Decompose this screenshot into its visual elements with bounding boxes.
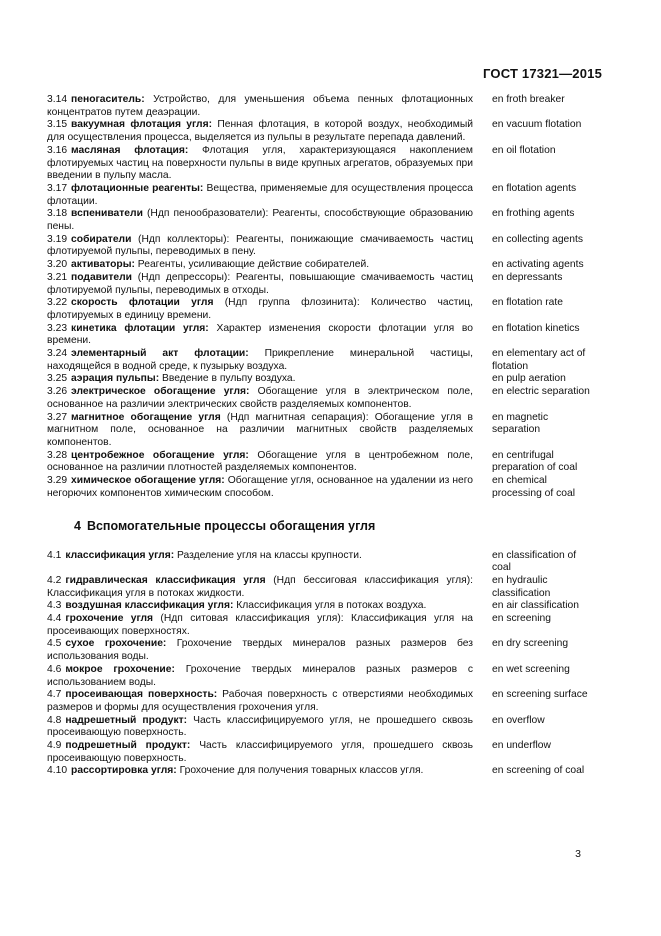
term-english: en hydraulic classification (492, 574, 551, 599)
term-english: en classification of coal (492, 549, 577, 574)
term-english: en flotation agents (492, 182, 577, 194)
term-number: 3.18 (47, 208, 68, 220)
term-text: Грохочение твердых минералов разных размеров с использованием воды. (47, 663, 473, 688)
term-text: Классификация угля в потоках воздуха. (233, 600, 427, 612)
term-english: en depressants (492, 271, 563, 283)
term-number: 3.14 (47, 94, 68, 105)
term-name: флотационные реагенты: (71, 182, 204, 194)
term-definition (47, 373, 473, 386)
term-definition (47, 386, 473, 411)
term-name: вспениватели (71, 208, 143, 220)
term-name: химическое обогащение угля: (71, 475, 225, 487)
term-number: 4.3 (47, 600, 62, 612)
term-name: пеногаситель: (71, 94, 145, 105)
term-name: рассортировка угля: (71, 765, 177, 777)
term-number: 3.22 (47, 297, 68, 309)
term-definition (47, 412, 473, 450)
term-entry (47, 297, 592, 322)
term-definition (47, 119, 473, 144)
term-name: скорость флотации угля (71, 297, 214, 309)
term-english: en froth breaker (492, 94, 565, 105)
term-text: Введение в пульпу воздуха. (159, 373, 296, 385)
term-name: аэрация пульпы: (71, 373, 160, 385)
term-english: en elementary act of flotation (492, 348, 586, 372)
term-definition (47, 348, 473, 373)
term-entry (47, 208, 592, 233)
term-text: Рабочая поверхность с отверстиями необходимых размеров и формы для осуществления грохочения угля. (47, 689, 473, 713)
term-english: en air classification (492, 600, 579, 612)
term-text: Реагенты, усиливающие действие собирателей. (134, 259, 370, 271)
term-definition (47, 94, 473, 119)
term-text: Разделение угля на классы крупности. (174, 549, 362, 561)
term-entry (47, 664, 592, 689)
term-definition (47, 183, 473, 208)
term-number: 4.10 (47, 765, 68, 777)
term-text: (Ндп депрессоры): Реагенты, повышающие смачиваемость частиц флотируемой пульпы, переводимых в отходы. (47, 271, 473, 296)
term-english: en electric separation (492, 386, 590, 398)
term-number: 4.4 (47, 613, 62, 625)
term-name: гидравлическая классификация угля (65, 574, 266, 586)
term-entry (47, 145, 592, 183)
term-text: Обогащение угля, основанное на удалении из него негорючих компонентов химическим способом. (47, 475, 473, 499)
term-definition (47, 297, 473, 322)
term-definition (47, 638, 473, 663)
term-name: классификация угля: (65, 549, 175, 561)
term-definition (47, 272, 473, 297)
terms-list (47, 94, 592, 778)
term-text: Часть классифицируемого угля, не прошедшего сквозь просеивающую поверхность. (47, 714, 473, 739)
term-entry (47, 575, 592, 600)
term-number: 3.26 (47, 386, 68, 398)
term-entry (47, 348, 592, 373)
term-name: активаторы: (71, 259, 135, 271)
term-entry (47, 272, 592, 297)
term-definition (47, 600, 473, 613)
term-number: 4.2 (47, 574, 62, 586)
term-name: вакуумная флотация угля: (71, 119, 213, 131)
term-number: 3.24 (47, 348, 68, 360)
term-entry (47, 613, 592, 638)
term-number: 3.16 (47, 144, 68, 156)
term-number: 3.15 (47, 119, 68, 131)
term-number: 3.29 (47, 475, 68, 487)
term-name: электрическое обогащение угля: (71, 386, 250, 398)
term-english: en vacuum flotation (492, 119, 582, 131)
term-entry (47, 550, 592, 575)
term-text: Вещества, применяемые для осуществления процесса флотации. (47, 182, 473, 207)
page-number: 3 (575, 848, 581, 860)
term-entry (47, 119, 592, 144)
term-name: собиратели (71, 233, 132, 245)
term-english: en collecting agents (492, 233, 584, 245)
term-name: центробежное обогащение угля: (71, 449, 249, 461)
document-code: ГОСТ 17321—2015 (483, 66, 602, 81)
term-entry (47, 765, 592, 778)
term-text: Прикрепление минеральной частицы, находящейся в водной среде, к пузырьку воздуха. (47, 348, 474, 372)
term-number: 4.1 (47, 549, 62, 561)
term-entry (47, 386, 592, 411)
section-number: 4 (74, 518, 81, 533)
term-entry (47, 373, 592, 386)
term-definition (47, 715, 473, 740)
term-text: Устройство, для уменьшения объема пенных флотационных концентратов путем деаэрации. (47, 94, 473, 118)
term-text: Пенная флотация, в которой воздух, необходимый для осуществления процесса, выделяется из пульпы в результате перепада давлений. (47, 119, 473, 144)
term-entry (47, 600, 592, 613)
term-english: en flotation kinetics (492, 322, 580, 334)
term-definition (47, 664, 473, 689)
term-number: 3.28 (47, 449, 68, 461)
term-english: en screening surface (492, 689, 588, 701)
term-entry (47, 715, 592, 740)
term-number: 4.6 (47, 663, 62, 675)
term-english: en magnetic separation (492, 411, 549, 436)
term-entry (47, 94, 592, 119)
term-definition (47, 740, 473, 765)
term-text: Грохочение твердых минералов разных размеров без использования воды. (47, 638, 473, 663)
term-text: (Ндп магнитная сепарация): Обогащение угля в магнитном поле, основанное на различии магнитных свойств разделяемых компонентов. (47, 411, 473, 448)
term-text: Обогащение угля в электрическом поле, основанное на различии электрических свойств разделяемых компонентов. (47, 386, 474, 410)
term-english: en flotation rate (492, 297, 563, 309)
term-name: воздушная классификация угля: (65, 600, 234, 612)
term-number: 3.25 (47, 373, 68, 385)
term-number: 4.5 (47, 638, 62, 650)
term-name: магнитное обогащение угля (71, 411, 221, 423)
section-title: Вспомогательные процессы обогащения угля (86, 518, 376, 533)
term-name: надрешетный продукт: (65, 714, 188, 726)
term-english: en wet screening (492, 663, 570, 675)
term-number: 3.17 (47, 182, 68, 194)
term-name: элементарный акт флотации: (71, 348, 249, 360)
term-entry (47, 475, 592, 500)
term-name: просеивающая поверхность: (65, 689, 218, 701)
term-definition (47, 323, 473, 348)
term-number: 3.21 (47, 271, 68, 283)
term-name: мокрое грохочение: (65, 663, 175, 675)
term-number: 3.27 (47, 411, 68, 423)
term-english: en overflow (492, 714, 545, 726)
term-number: 3.20 (47, 259, 68, 271)
term-entry (47, 183, 592, 208)
term-number: 4.8 (47, 714, 62, 726)
term-definition (47, 234, 473, 259)
term-entry (47, 259, 592, 272)
term-text: (Ндп группа флозинита): Количество частиц, флотируемых в единицу времени. (47, 297, 474, 321)
term-definition (47, 208, 473, 233)
term-text: Обогащение угля в центробежном поле, основанное на различии плотностей разделяемых компонентов. (47, 449, 474, 474)
term-english: en chemical processing of coal (492, 475, 575, 499)
term-text: Часть классифицируемого угля, прошедшего сквозь просеивающую поверхность. (47, 740, 473, 764)
term-name: грохочение угля (65, 613, 154, 625)
term-english: en screening of coal (492, 765, 585, 777)
term-text: (Ндп ситовая классификация угля): Классификация угля на просеивающих поверхностях. (47, 613, 473, 637)
term-name: подавители (71, 271, 132, 283)
term-text: Флотация угля, характеризующаяся накоплением флотируемых частиц на поверхности пульпы в виде крупных агрегатов, образуемых при введении в пульпу масла. (47, 144, 473, 182)
term-name: кинетика флотации угля: (71, 322, 209, 334)
term-definition (47, 689, 473, 714)
term-english: en pulp aeration (492, 373, 566, 385)
term-english: en oil flotation (492, 144, 556, 156)
term-definition (47, 550, 473, 575)
term-name: подрешетный продукт: (65, 740, 191, 752)
term-entry (47, 412, 592, 450)
term-entry (47, 450, 592, 475)
term-number: 4.9 (47, 740, 62, 752)
term-text: Грохочение для получения товарных классов угля. (176, 765, 424, 777)
term-definition (47, 475, 473, 500)
term-text: (Ндп бессиговая классификация угля): Классификация угля в потоках жидкости. (47, 574, 473, 599)
term-text: Характер изменения скорости флотации угля во времени. (47, 322, 473, 347)
term-name: масляная флотация: (71, 144, 189, 156)
term-definition (47, 765, 473, 778)
term-entry (47, 234, 592, 259)
term-entry (47, 689, 592, 714)
term-definition (47, 450, 473, 475)
term-definition (47, 259, 473, 272)
term-english: en screening (492, 613, 551, 625)
term-definition (47, 575, 473, 600)
term-english: en underflow (492, 740, 551, 752)
term-text: (Ндп коллекторы): Реагенты, понижающие смачиваемость частиц флотируемой пульпы, переводимых в пену. (47, 233, 473, 258)
term-english: en frothing agents (492, 208, 575, 220)
term-number: 4.7 (47, 689, 62, 701)
term-entry (47, 323, 592, 348)
term-english: en dry screening (492, 638, 569, 650)
term-english: en activating agents (492, 259, 584, 271)
term-entry (47, 638, 592, 663)
term-name: сухое грохочение: (65, 638, 167, 650)
term-number: 3.23 (47, 322, 68, 334)
term-definition (47, 145, 473, 183)
term-entry (47, 740, 592, 765)
term-text: (Ндп пенообразователи): Реагенты, способствующие образованию пены. (47, 208, 473, 233)
term-definition (47, 613, 473, 638)
section-heading (74, 518, 592, 534)
term-number: 3.19 (47, 233, 68, 245)
term-english: en centrifugal preparation of coal (492, 449, 578, 474)
